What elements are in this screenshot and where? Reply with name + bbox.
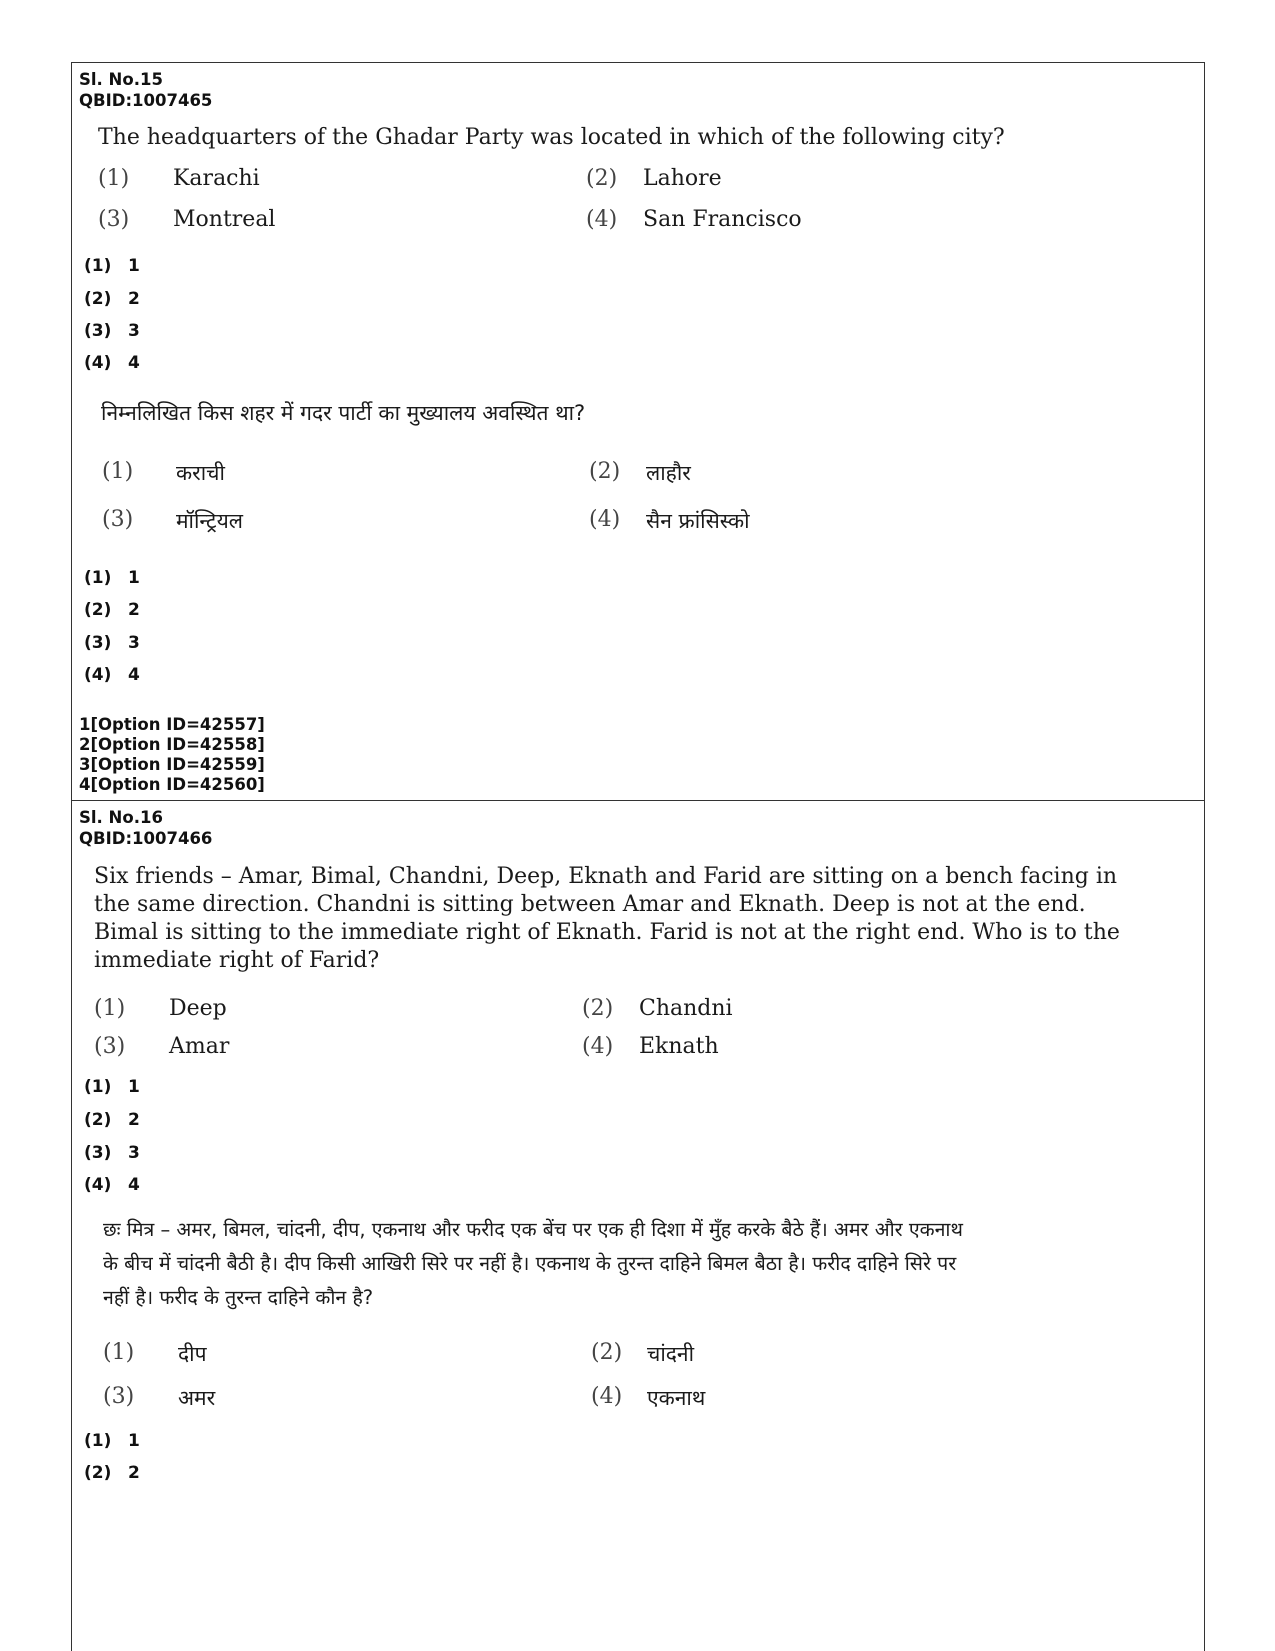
question-text-hindi: निम्नलिखित किस शहर में गदर पार्टी का मुख्यालय अवस्थित था?	[101, 401, 586, 425]
option-text: Deep	[169, 996, 227, 1021]
option-text: Montreal	[173, 207, 276, 232]
option-number: (3)	[103, 1384, 135, 1409]
option-text: चांदनी	[647, 1342, 695, 1366]
serial-number: Sl. No.15	[79, 70, 163, 89]
option-number: (2)	[582, 996, 614, 1021]
option-text: San Francisco	[643, 207, 802, 232]
answer-choice: (2) 2	[84, 289, 140, 309]
question-text-english: Six friends – Amar, Bimal, Chandni, Deep, Eknath and Farid are sitting on a bench facing in the same direction. Chandni is sitting between Amar and Eknath. Deep is not at the end. Bimal is sitting to the immediate right of Eknath. Farid is not at the right end. Who is to the immediate right of Farid?	[94, 864, 1120, 973]
question-paper-frame	[71, 62, 1205, 1651]
option-text: एकनाथ	[647, 1386, 706, 1410]
option-text: Chandni	[639, 996, 733, 1021]
question-text-hindi: छः मित्र – अमर, बिमल, चांदनी, दीप, एकनाथ और फरीद एक बेंच पर एक ही दिशा में मुँह करके बैठे हैं। अमर और एकनाथ के बीच में चांदनी बैठी है। दीप किसी आखिरी सिरे पर नहीं है। एकनाथ के तुरन्त दाहिने बिमल बैठा है। फरीद दाहिने सिरे पर नहीं है। फरीद के तुरन्त दाहिने कौन है?	[103, 1218, 963, 1309]
qbid: QBID:1007466	[79, 829, 213, 848]
option-number: (1)	[94, 996, 126, 1021]
option-number: (3)	[98, 207, 130, 232]
answer-choice: (1) 1	[84, 1077, 140, 1097]
option-number: (2)	[589, 459, 621, 484]
option-text: Karachi	[173, 166, 260, 191]
question-divider	[72, 800, 1204, 801]
option-id: 1[Option ID=42557]	[79, 715, 265, 734]
option-number: (3)	[94, 1034, 126, 1059]
answer-choice: (1) 1	[84, 256, 140, 276]
option-text: Eknath	[639, 1034, 719, 1059]
option-id: 4[Option ID=42560]	[79, 775, 265, 794]
answer-choice: (4) 4	[84, 665, 140, 685]
option-text: Amar	[169, 1034, 230, 1059]
option-number: (2)	[586, 166, 618, 191]
answer-choice: (3) 3	[84, 633, 140, 653]
option-number: (1)	[98, 166, 130, 191]
option-id: 3[Option ID=42559]	[79, 755, 265, 774]
option-number: (4)	[591, 1384, 623, 1409]
option-number: (4)	[589, 507, 621, 532]
option-text: दीप	[178, 1342, 207, 1366]
option-number: (3)	[102, 507, 134, 532]
answer-choice: (2) 2	[84, 1110, 140, 1130]
question-text-english: The headquarters of the Ghadar Party was located in which of the following city?	[98, 125, 1005, 150]
option-text: Lahore	[643, 166, 722, 191]
serial-number: Sl. No.16	[79, 808, 163, 827]
option-number: (1)	[102, 459, 134, 484]
answer-choice: (4) 4	[84, 353, 140, 373]
qbid: QBID:1007465	[79, 91, 213, 110]
answer-choice: (3) 3	[84, 1143, 140, 1163]
option-text: कराची	[176, 461, 225, 485]
option-number: (4)	[586, 207, 618, 232]
answer-choice: (1) 1	[84, 568, 140, 588]
option-text: सैन फ्रांसिस्को	[646, 509, 750, 533]
option-number: (4)	[582, 1034, 614, 1059]
option-text: अमर	[178, 1386, 216, 1410]
option-text: लाहौर	[646, 461, 691, 485]
answer-choice: (1) 1	[84, 1431, 140, 1451]
option-number: (1)	[103, 1340, 135, 1365]
answer-choice: (4) 4	[84, 1175, 140, 1195]
option-id: 2[Option ID=42558]	[79, 735, 265, 754]
answer-choice: (2) 2	[84, 600, 140, 620]
answer-choice: (2) 2	[84, 1463, 140, 1483]
option-number: (2)	[591, 1340, 623, 1365]
answer-choice: (3) 3	[84, 321, 140, 341]
option-text: मॉन्ट्रियल	[176, 509, 244, 533]
